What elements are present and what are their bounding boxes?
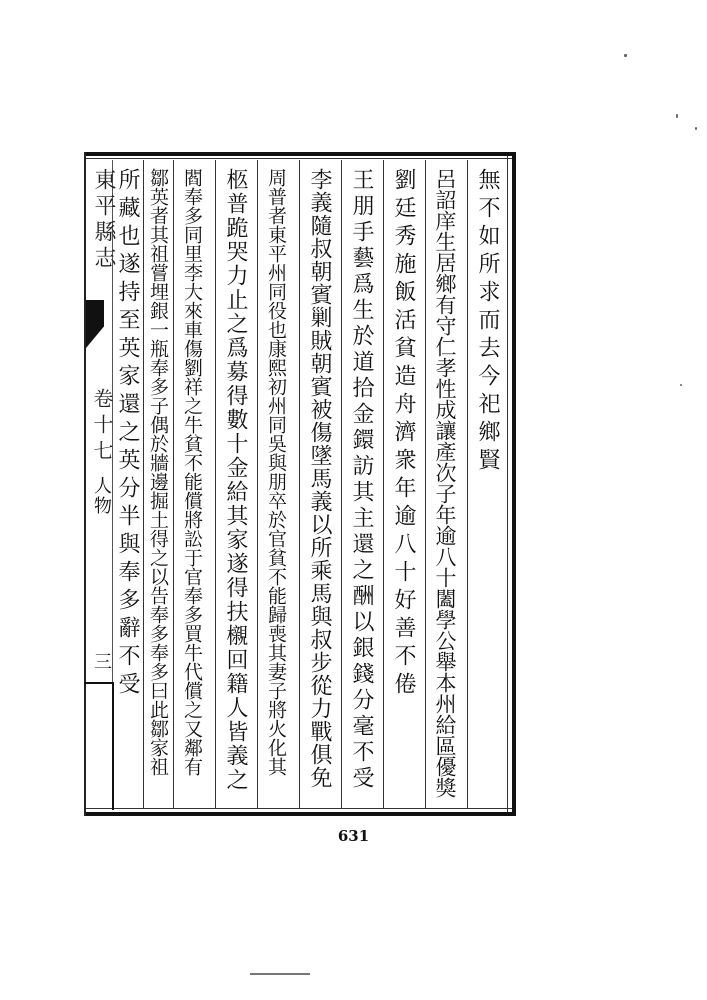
- frame-right-border: [512, 152, 516, 816]
- text-column-7: 柩普跪哭力止之爲募得數十金給其家遂得扶櫬回籍人皆義之: [223, 168, 248, 792]
- scan-speck: [695, 127, 697, 130]
- text-column-9: 鄒英者其祖嘗埋銀一瓶奉多子偶於牆邊掘土得之以告奉多奉多曰此鄒家祖: [147, 168, 169, 776]
- page-number: 631: [337, 827, 370, 845]
- text-column-10: 所藏也遂持至英家還之英分半與奉多辭不受: [115, 168, 140, 700]
- text-column-2: 呂詔庠生居鄉有守仁孝性成讓產次子年逾八十闔學公舉本州給區優獎: [433, 168, 457, 798]
- book-title: 東平縣志: [91, 168, 116, 272]
- column-rule: [425, 160, 426, 808]
- column-rule: [341, 160, 342, 808]
- scan-edge-mark: [250, 973, 310, 975]
- column-rule: [467, 160, 468, 808]
- column-rule: [173, 160, 174, 808]
- volume-label: 卷十七: [90, 388, 114, 466]
- frame-bottom-inner-border: [84, 808, 516, 809]
- frame-right-inner-border: [507, 156, 508, 812]
- column-rule: [215, 160, 216, 808]
- text-column-8: 閻奉多同里李大來車傷劉祥之牛貧不能償將訟于官奉多買牛代償之又鄰有: [181, 168, 203, 776]
- column-rule: [257, 160, 258, 808]
- column-rule: [383, 160, 384, 808]
- frame-top-inner-border: [84, 158, 516, 159]
- leaf-number: 三: [91, 652, 112, 670]
- column-rule: [143, 160, 144, 808]
- scan-speck: [676, 114, 678, 118]
- frame-bottom-border: [84, 812, 516, 816]
- text-column-3: 劉廷秀施飯活貧造舟濟衆年逾八十好善不倦: [391, 168, 416, 700]
- column-rule: [299, 160, 300, 808]
- text-column-5: 李義隨叔朝賓剿賊朝賓被傷墜馬義以所乘馬與叔步從力戰俱免: [307, 168, 332, 789]
- section-label: 人物: [91, 476, 112, 516]
- text-column-4: 王朋手藝爲生於道拾金鐶訪其主還之酬以銀錢分毫不受: [349, 168, 374, 792]
- scan-speck: [624, 54, 627, 57]
- text-column-6: 周普者東平州同役也康熙初州同吳與朋卒於官貧不能歸喪其妻子將火化其: [265, 168, 287, 776]
- text-column-1: 無不如所求而去今祀鄉賢: [475, 168, 500, 476]
- fishtail-mark-icon: [86, 300, 104, 348]
- margin-bottom-bracket: [84, 682, 114, 810]
- frame-top-border: [84, 152, 516, 156]
- scan-speck: [680, 384, 682, 386]
